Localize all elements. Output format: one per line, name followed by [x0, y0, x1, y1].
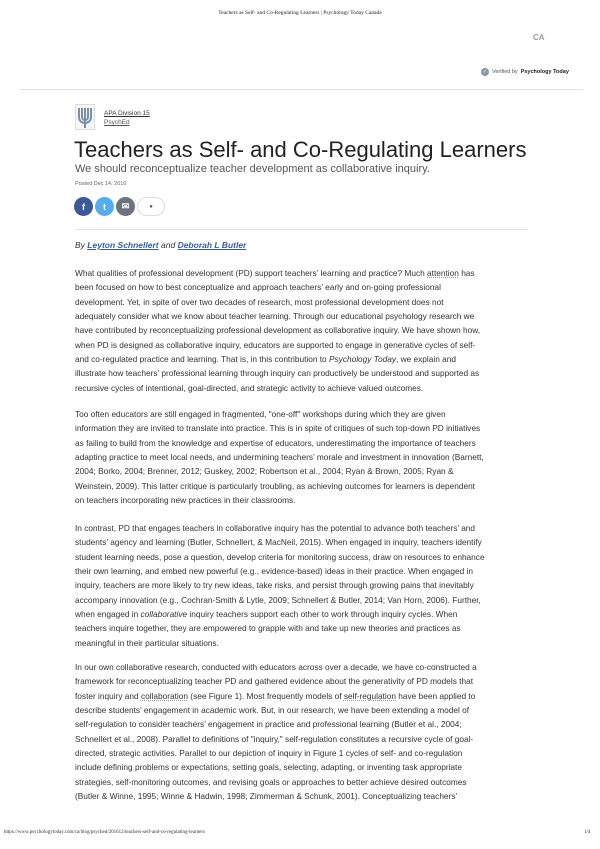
text-segment: 2004; Borko, 2004; Brenner, 2012; Guskey, 2002; Robertson et al., 2004; Ryan & Brown, 2005; Ryan &: [75, 466, 454, 477]
blog-logo[interactable]: [75, 104, 95, 130]
text-line: [75, 464, 484, 478]
text-segment: Too often educators are still engaged in fragmented, "one-off" workshops during which they are given: [75, 409, 446, 419]
text-line: [75, 280, 480, 294]
text-segment: development. Yet, in spite of over two decades of research, most professional development does not: [75, 296, 444, 307]
author-link[interactable]: Deborah L Butler: [177, 240, 247, 250]
text-segment: meaningful in their particular situations.: [75, 637, 219, 648]
text-segment: (see Figure 1). Most frequently models of: [188, 690, 344, 701]
text-segment: accompany innovation (e.g., Cochran-Smith & Lytle, 2009; Schnellert & Butler, 2014; Van Horn, 2006). Further,: [75, 594, 481, 605]
text-segment: In our own collaborative research, conducted with educators across over a decade, we have co-constructed a: [75, 662, 477, 672]
text-line: [75, 421, 484, 435]
text-line: [75, 266, 480, 280]
inline-link[interactable]: attention: [427, 268, 459, 278]
article-paragraph: [75, 407, 484, 507]
blog-name-link[interactable]: APA Division 15: [104, 110, 150, 117]
text-line: [75, 295, 480, 309]
italic-text: Psychology Today: [328, 354, 397, 365]
text-line: [75, 407, 484, 421]
text-segment: has: [458, 268, 475, 278]
text-line: [75, 323, 480, 337]
text-segment: have contributed by reconceptualizing professional development as collaborative inquiry. We have shown how,: [75, 325, 481, 336]
and-label: and: [161, 240, 176, 250]
text-line: [75, 621, 485, 635]
verified-prefix: Verified by: [492, 69, 518, 75]
verified-brand: Psychology Today: [520, 69, 569, 75]
text-line: [75, 689, 477, 703]
text-segment: information they are invited to translate into practice. This is in spite of critiques of such top-down PD initiatives: [75, 423, 481, 434]
footer-url: https://www.psychologytoday.com/ca/blog/psyched/201612/teachers-self-and-co-regulating-learners: [4, 830, 205, 835]
text-segment: What qualities of professional development (PD) support teachers’ learning and practice? Much: [75, 268, 428, 278]
text-line: [75, 535, 485, 549]
text-segment: inquiry, teachers are more likely to try new ideas, take risks, and persist through growing pains that inevitably: [75, 580, 474, 591]
header-divider: [20, 89, 583, 90]
text-segment: self-regulation to consider teachers’ engagement in practice and professional learning (Butler et al., 2004;: [75, 719, 462, 730]
text-segment: adapting practice to meet local needs, and undermining teachers’ morale and investment in innovation (Barnett,: [75, 452, 484, 463]
text-line: [75, 564, 485, 578]
article-paragraph: [75, 266, 480, 395]
text-segment: when engaged in: [75, 609, 141, 620]
text-line: [75, 450, 484, 464]
inline-link[interactable]: self-regulation: [343, 690, 396, 701]
inline-link[interactable]: collaboration: [140, 690, 188, 701]
text-segment: on teachers incorporating new practices in their classrooms.: [75, 495, 296, 506]
text-line: [75, 578, 485, 592]
text-line: [75, 732, 477, 746]
locale-selector[interactable]: CA: [533, 33, 545, 42]
text-segment: foster inquiry and: [75, 690, 141, 701]
text-line: [75, 493, 484, 507]
text-line: [75, 593, 485, 607]
text-segment: and co-regulated practice and learning. That is, in this contribution to: [75, 354, 329, 365]
text-segment: student learning needs, pose a question, develop criteria for monitoring success, draw on resources to enhance: [75, 551, 485, 562]
text-line: [75, 366, 480, 380]
page-subtitle: We should reconceptualize teacher development as collaborative inquiry.: [75, 163, 430, 175]
text-segment: Schnellert et al., 2008). Parallel to definitions of "inquiry," self-regulation constitutes a recursive cycle of goal-: [75, 733, 474, 744]
text-line: [75, 660, 477, 674]
text-segment: inquiry teachers support each other to work through inquiry cycles. When: [187, 609, 458, 620]
comment-icon: ●: [149, 203, 153, 210]
page-title: Teachers as Self- and Co-Regulating Learners: [74, 137, 527, 162]
verified-badge: [481, 68, 569, 76]
footer-page-number: 1/4: [584, 830, 591, 835]
check-circle-icon: ✓: [482, 69, 488, 75]
italic-text: collaborative: [140, 609, 188, 620]
apa-division-logo-icon: [77, 106, 93, 128]
text-line: [75, 746, 477, 760]
text-segment: recursive cycles of intentional, goal-directed, and strategic activity to achieve valued outcomes.: [75, 382, 424, 393]
article-paragraph: [75, 521, 485, 650]
byline: [75, 240, 246, 250]
text-line: [75, 550, 485, 564]
text-segment: have been applied to: [396, 690, 476, 701]
comment-button[interactable]: [137, 197, 165, 216]
text-line: [75, 775, 477, 789]
text-segment: framework for reconceptualizing teacher PD and gathered evidence about the generativity of PD models that: [75, 676, 474, 687]
author-link[interactable]: Leyton Schnellert: [87, 240, 159, 250]
facebook-share-button[interactable]: [74, 197, 93, 216]
email-share-button[interactable]: [116, 197, 135, 216]
share-bar: [74, 197, 165, 216]
text-segment: strategies, self-monitoring outcomes, and revising goals or approaches to better achieve desired outcomes: [75, 776, 467, 787]
text-line: [75, 381, 480, 395]
text-segment: students’ agency and learning (Butler, Schnellert, & MacNeil, 2015). When engaged in inquiry, teachers identify: [75, 537, 482, 548]
text-segment: In contrast, PD that engages teachers in collaborative inquiry has the potential to advance both teachers’ and: [75, 523, 476, 533]
text-segment: describe students’ engagement in academic work. But, in our research, we have been extending a model of: [75, 705, 470, 716]
text-segment: illustrate how teachers’ professional learning through inquiry can productively be understood and supported as: [75, 368, 480, 379]
text-segment: their own learning, and embed new powerful (e.g., evidence-based) ideas in their practice. When engaged in: [75, 566, 474, 577]
twitter-share-button[interactable]: [95, 197, 114, 216]
text-segment: teachers inquire together, they are empowered to grapple with and take up new theories and practices as: [75, 623, 461, 634]
text-line: [75, 760, 477, 774]
by-label: By: [75, 240, 85, 250]
text-segment: include defining problems or expectations, setting goals, selecting, adapting, or inventing task appropriate: [75, 762, 462, 773]
text-segment: as failing to build from the knowledge and expertise of educators, underestimating the importance of teachers: [75, 437, 476, 448]
print-header-title: Teachers as Self- and Co-Regulating Learners | Psychology Today Canada: [218, 10, 382, 16]
text-segment: Weinstein, 2009). This latter critique is particularly troubling, as achieving outcomes for learners is dependent: [75, 480, 475, 491]
text-line: [75, 607, 485, 621]
text-segment: when PD is designed as collaborative inquiry, educators are supported to engage in generative cycles of self-: [75, 339, 476, 350]
text-line: [75, 338, 480, 352]
facebook-icon: f: [82, 201, 85, 212]
text-segment: been focused on how to best conceptualize and approach teachers’ early and on-going professional: [75, 282, 441, 293]
text-line: [75, 703, 477, 717]
byline-divider: [75, 229, 528, 230]
text-segment: , we explain and: [396, 354, 456, 365]
text-line: [75, 521, 485, 535]
text-line: [75, 479, 484, 493]
text-line: [75, 636, 485, 650]
text-line: [75, 674, 477, 688]
text-segment: adequately consider what we know about teacher learning. Through our educational psychology research we: [75, 311, 475, 322]
posted-date: Posted Dec 14, 2016: [75, 181, 127, 187]
text-line: [75, 352, 480, 366]
blog-subname-link[interactable]: PsychEd: [104, 119, 130, 126]
blog-info: [104, 109, 150, 127]
article-paragraph: [75, 660, 477, 803]
text-line: [75, 717, 477, 731]
email-icon: ✉: [121, 201, 130, 211]
text-line: [75, 436, 484, 450]
twitter-icon: t: [103, 201, 106, 212]
text-line: [75, 789, 477, 803]
text-line: [75, 309, 480, 323]
text-segment: (Butler & Winne, 1995; Winne & Hadwin, 1998; Zimmerman & Schunk, 2001). Conceptualizing teachers’: [75, 791, 458, 802]
text-segment: directed, strategic activities. Parallel to our depiction of inquiry in Figure 1 cycles of self- and co-regulation: [75, 748, 463, 759]
